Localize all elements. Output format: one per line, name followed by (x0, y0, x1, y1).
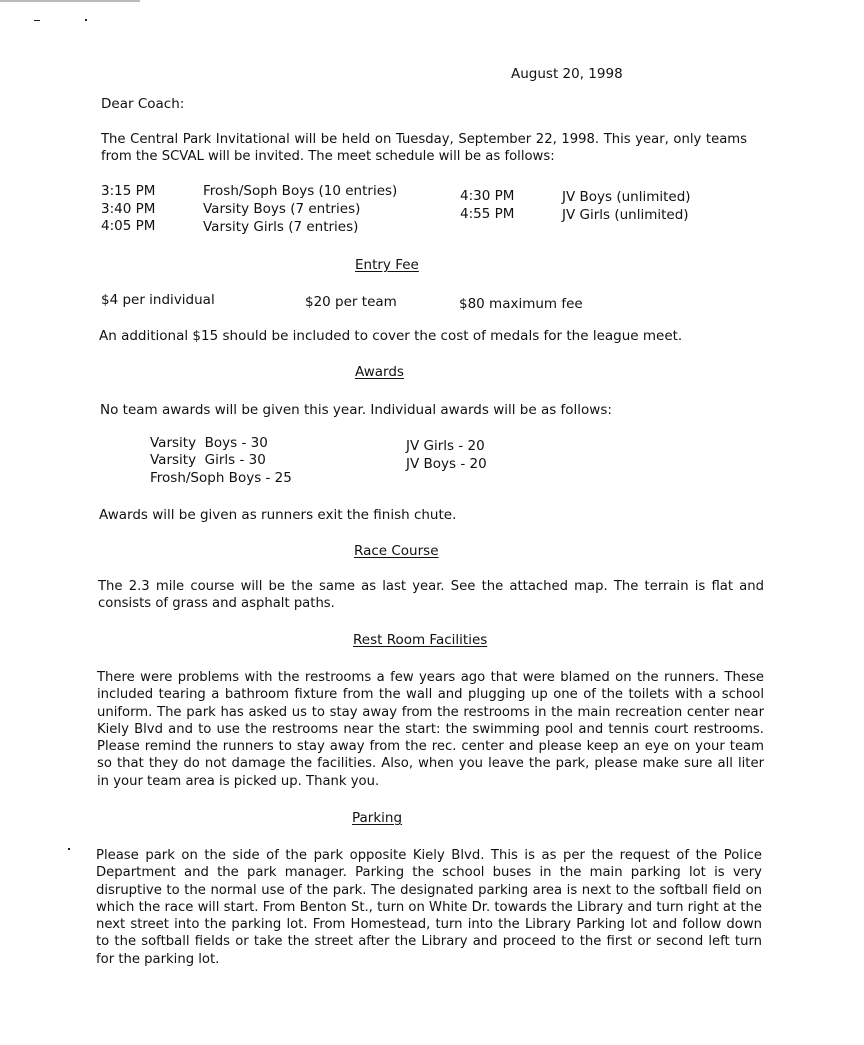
award-item: Frosh/Soph Boys - 25 (150, 470, 292, 486)
schedule-event: Frosh/Soph Boys (10 entries) (203, 183, 398, 199)
scan-artifact (85, 19, 87, 21)
awards-note: Awards will be given as runners exit the finish chute. (99, 507, 457, 523)
rest-room-paragraph: There were problems with the restrooms a few years ago that were blamed on the runners. These included tearing a bathroom fixture from the wall and plugging up one of the toilets with a school uniform. The park has asked us to stay away from the restrooms in the main recreation center near Kiely Blvd and to use the restrooms near the start: the swimming pool and tennis court restrooms. Please remind the runners to stay away from the rec. center and please keep an eye on your team so that they do not damage the facilities. Also, when you leave the park, please make sure all liter in your team area is picked up. Thank you. (97, 670, 764, 789)
fee-note: An additional $15 should be included to cover the cost of medals for the league meet. (99, 328, 683, 344)
awards-heading: Awards (355, 364, 404, 380)
schedule-event: Varsity Boys (7 entries) (203, 201, 361, 217)
schedule-time: 4:30 PM (460, 188, 515, 204)
race-course-paragraph: The 2.3 mile course will be the same as last year. See the attached map. The terrain is flat and consists of grass and asphalt paths. (98, 579, 764, 612)
awards-intro: No team awards will be given this year. Individual awards will be as follows: (100, 402, 612, 418)
award-item: JV Boys - 20 (406, 456, 487, 472)
schedule-time: 4:55 PM (460, 206, 515, 222)
schedule-time: 3:40 PM (101, 201, 156, 217)
race-course-heading: Race Course (354, 543, 439, 559)
fee-maximum: $80 maximum fee (459, 296, 583, 312)
scan-artifact (0, 0, 140, 2)
award-item: JV Girls - 20 (406, 438, 485, 454)
award-item: Varsity Girls - 30 (150, 452, 266, 468)
fee-team: $20 per team (305, 294, 397, 310)
schedule-event: JV Boys (unlimited) (562, 189, 691, 205)
fee-individual: $4 per individual (101, 292, 215, 308)
parking-heading: Parking (352, 810, 403, 826)
entry-fee-heading: Entry Fee (355, 257, 419, 273)
rest-room-heading: Rest Room Facilities (353, 632, 488, 648)
letter-date: August 20, 1998 (511, 66, 623, 82)
parking-paragraph: Please park on the side of the park opposite Kiely Blvd. This is as per the request of the Police Department and the park manager. Parking the school buses in the main parking lot is very disruptive to the normal use of the park. The designated parking area is next to the softball field on which the race will start. From Benton St., turn on White Dr. towards the Library and turn right at the next street into the parking lot. From Homestead, turn into the Library Parking lot and follow down to the softball fields or take the street after the Library and proceed to the first or second left turn for the parking lot. (96, 848, 762, 967)
schedule-time: 4:05 PM (101, 218, 156, 234)
schedule-event: Varsity Girls (7 entries) (203, 219, 359, 235)
scan-artifact (34, 20, 40, 21)
salutation: Dear Coach: (101, 96, 185, 112)
schedule-time: 3:15 PM (101, 183, 156, 199)
scan-artifact (68, 848, 70, 850)
award-item: Varsity Boys - 30 (150, 435, 268, 451)
intro-paragraph: The Central Park Invitational will be held on Tuesday, September 22, 1998. This year, only teams from the SCVAL will be invited. The meet schedule will be as follows: (101, 132, 747, 165)
schedule-event: JV Girls (unlimited) (562, 207, 689, 223)
